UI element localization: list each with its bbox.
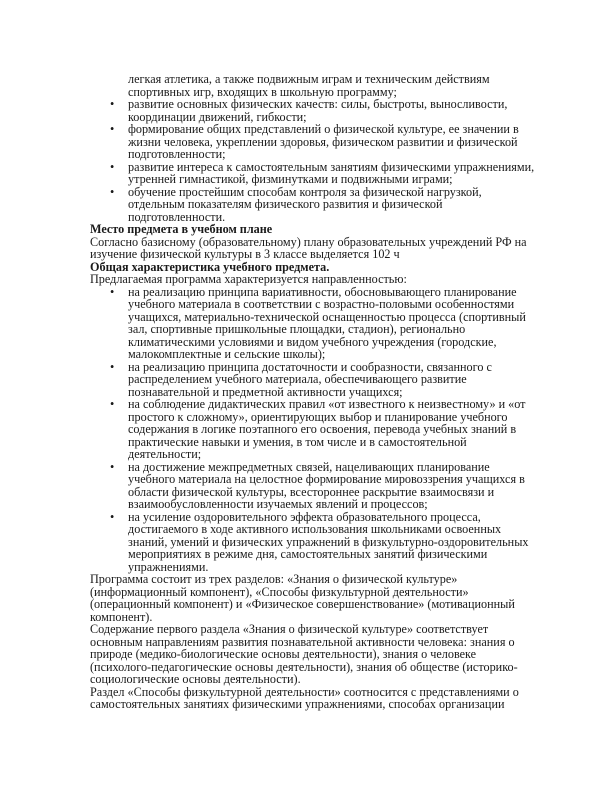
bullet-item <box>0 398 612 461</box>
line-text: основным направлениям развития познавательной активности человека: знания о <box>90 634 515 649</box>
line-text: взаимообусловленности изучаемых явлений и процессов; <box>128 497 428 511</box>
line-text: учебного материала в соответствии с возрастно-половыми особенностями <box>128 297 515 311</box>
line-text: самостоятельных занятиях физическими упражнениями, способах организации <box>90 697 505 711</box>
line-text: отдельным показателям физического развития и физической <box>128 197 443 211</box>
line-text: жизни человека, укреплении здоровья, физическом развитии и физической <box>128 134 518 149</box>
line-text: обучение простейшим способам контроля за физической нагрузкой, <box>128 184 482 199</box>
line-text: легкая атлетика, а также подвижным играм и техническим действиям <box>128 72 490 86</box>
bullet-icon: • <box>110 97 115 111</box>
line-text: Раздел «Способы физкультурной деятельности» соотносится с представлениями о <box>90 684 519 699</box>
line-text: упражнениями. <box>128 559 209 574</box>
bullet-icon: • <box>110 159 115 174</box>
line-text: деятельности; <box>128 447 202 461</box>
line-text: Содержание первого раздела «Знания о физической культуре» соответствует <box>90 622 489 636</box>
bullet-icon: • <box>110 359 115 374</box>
line-text: знаний, умений и физических упражнений в физкультурно-оздоровительных <box>128 534 529 549</box>
line-text: на реализацию принципа достаточности и сообразности, связанного с <box>128 359 492 374</box>
line-text: подготовленности. <box>128 209 226 224</box>
line-text: Согласно базисному (образовательному) плану образовательных учреждений РФ на <box>90 234 527 249</box>
line-text: на реализацию принципа вариативности, обосновывающего планирование <box>128 284 517 299</box>
paragraph <box>0 573 612 623</box>
line-text: достигаемого в ходе активного использования школьниками освоенных <box>128 522 502 536</box>
bullet-item <box>0 186 612 224</box>
line-text: развитие интереса к самостоятельным занятиям физическими упражнениями, <box>128 159 535 174</box>
text-line <box>0 698 612 711</box>
bullet-icon: • <box>110 459 115 474</box>
bullet-item <box>0 123 612 161</box>
line-text: зал, спортивные пришкольные площадки, стадион), регионально <box>128 322 466 336</box>
line-text: утренней гимнастикой, физминутками и подвижными играми; <box>128 172 453 186</box>
line-text: формирование общих представлений о физической культуре, ее значении в <box>128 122 519 136</box>
bullet-item <box>0 461 612 511</box>
text-line <box>0 198 612 211</box>
line-text: учащихся, материально-технической оснащенностью процесса (спортивный <box>128 309 526 324</box>
line-text: Общая характеристика учебного предмета. <box>90 259 330 274</box>
paragraph <box>0 686 612 711</box>
line-text: социологические основы деятельности). <box>90 672 301 686</box>
line-text: изучение физической культуры в 3 классе выделяется 102 ч <box>90 247 400 261</box>
line-text: спортивных игр, входящих в школьную программу; <box>128 84 397 99</box>
bullet-item <box>0 511 612 574</box>
text-line <box>0 548 612 561</box>
bullet-item <box>0 361 612 399</box>
text-line <box>0 436 612 449</box>
line-text: учебного материала на целостное формирование мировоззрения учащихся в <box>128 472 525 486</box>
bullet-item <box>0 286 612 361</box>
line-text: познавательной и предметной активности учащихся; <box>128 384 403 399</box>
line-text: мероприятиях в режиме дня, самостоятельных занятий физическими <box>128 547 488 561</box>
line-text: на соблюдение дидактических правил «от известного к неизвестному» и «от <box>128 397 526 411</box>
line-text: подготовленности; <box>128 147 226 161</box>
line-text: климатическими условиями и видом учебного учреждения (городские, <box>128 334 497 349</box>
line-text: (психолого-педагогические основы деятельности), знания об обществе (историко- <box>90 659 518 674</box>
line-text: распределением учебного материала, обеспечивающего развитие <box>128 372 467 386</box>
line-text: содержания в логике поэтапного его освоения, перевода учебных знаний в <box>128 422 517 436</box>
line-text: развитие основных физических качеств: силы, быстроты, выносливости, <box>128 97 508 111</box>
paragraph <box>0 623 612 686</box>
line-text: Предлагаемая программа характеризуется направленностью: <box>90 272 407 286</box>
bullet-item <box>0 98 612 123</box>
line-text: природе (медико-биологические основы деятельности), знания о человеке <box>90 647 477 661</box>
line-text: на достижение межпредметных связей, нацеливающих планирование <box>128 459 490 474</box>
bullet-item <box>0 161 612 186</box>
line-text: Место предмета в учебном плане <box>90 222 273 236</box>
bullet-icon: • <box>110 284 115 299</box>
paragraph <box>0 236 612 261</box>
line-text: компонент). <box>90 609 153 624</box>
line-text: координации движений, гибкости; <box>128 109 307 124</box>
text-line <box>0 136 612 149</box>
line-text: Программа состоит из трех разделов: «Знания о физической культуре» <box>90 572 458 586</box>
line-text: (операционный компонент) и «Физическое совершенствование» (мотивационный <box>90 597 515 611</box>
line-text: простого к сложному», ориентирующих выбор и планирование учебного <box>128 409 508 424</box>
bullet-icon: • <box>110 397 115 411</box>
bullet-icon: • <box>110 509 115 524</box>
line-text: малокомплектные и сельские школы); <box>128 347 326 361</box>
line-text: практические навыки и умения, в том числе и в самостоятельной <box>128 434 467 449</box>
line-text: области физической культуры, всестороннее раскрытие взаимосвязи и <box>128 484 495 499</box>
bullet-icon: • <box>110 184 115 199</box>
paragraph <box>0 73 612 98</box>
bullet-icon: • <box>110 122 115 136</box>
line-text: (информационный компонент), «Способы физкультурной деятельности» <box>90 584 469 599</box>
line-text: на усиление оздоровительного эффекта образовательного процесса, <box>128 509 481 524</box>
document-page <box>0 73 612 711</box>
